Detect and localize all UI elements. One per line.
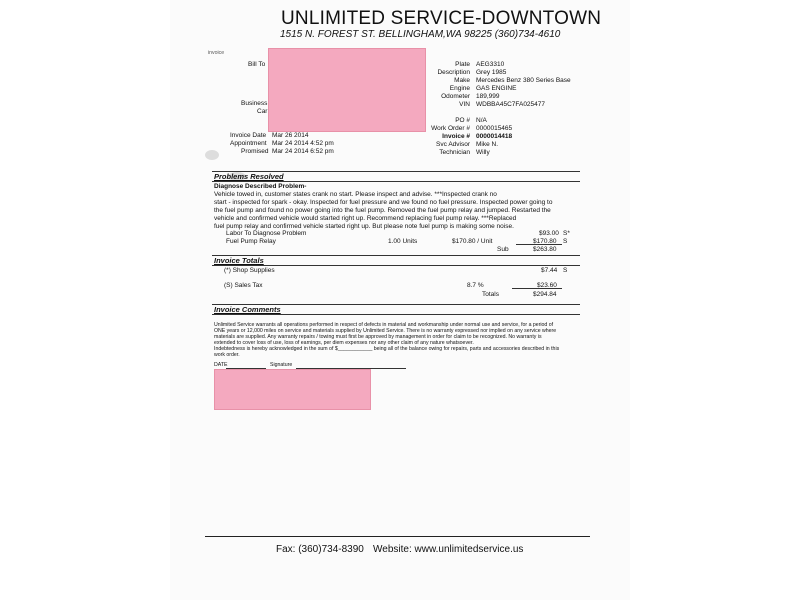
warranty-line: Unlimited Service warrants all operations performed in respect of defects in material and workmanship under normal use and service, for a period of [214, 322, 554, 328]
subtotal-rule [516, 244, 562, 245]
comments-heading: Invoice Comments [214, 305, 281, 314]
sales-tax-label: (S) Sales Tax [224, 282, 263, 289]
shop-supplies-flag: S [563, 267, 568, 274]
plate-label: Plate [455, 61, 470, 68]
labor-description: Labor To Diagnose Problem [226, 230, 307, 237]
make-value: Mercedes Benz 380 Series Base [476, 77, 571, 84]
appointment-label: Appointment [230, 140, 267, 147]
invoice-date-label: Invoice Date [230, 132, 267, 139]
part-quantity: 1.00 Units [388, 238, 418, 245]
grand-total-amount: $294.84 [533, 291, 557, 298]
warranty-line: ONE years or 12,000 miles on service and materials supplied by Unlimited Service. There is no warranty expressed nor implied on any service where [214, 328, 557, 334]
shop-supplies-label: (*) Shop Supplies [224, 267, 275, 274]
labor-flag: S* [563, 230, 570, 237]
company-name: UNLIMITED SERVICE-DOWNTOWN [281, 8, 602, 29]
problems-subheading: Diagnose Described Problem- [214, 183, 307, 190]
part-flag: S [563, 238, 568, 245]
grand-total-rule [512, 288, 562, 289]
labor-amount: $93.00 [539, 230, 559, 237]
totals-rule [212, 265, 580, 266]
business-label: Business [241, 100, 268, 107]
invoice-date-value: Mar 26 2014 [272, 132, 309, 139]
problem-line: vehicle and confirmed vehicle would started right up. Recommend replacing fuel pump relay. ***Replaced [214, 215, 517, 222]
advisor-value: Mike N. [476, 141, 499, 148]
odometer-label: Odometer [441, 93, 470, 100]
footer-website: Website: www.unlimitedservice.us [373, 544, 524, 555]
subtotal-label: Sub [497, 246, 509, 253]
warranty-line: Indebtedness is hereby acknowledged in the sum of $____________ being all of the balance owing for repairs, parts and accessories described in this [214, 346, 560, 352]
vin-value: WDBBA45C7FA025477 [476, 101, 546, 108]
problems-rule [212, 181, 580, 182]
corner-mark: invoice [208, 50, 225, 56]
odometer-value: 189,999 [476, 93, 500, 100]
bill-to-label: Bill To [248, 61, 266, 68]
grand-total-label: Totals [482, 291, 499, 298]
invoice-number-label: Invoice # [442, 133, 470, 140]
shop-supplies-amount: $7.44 [541, 267, 558, 274]
signature-label: Signature [270, 362, 293, 368]
technician-label: Technician [439, 149, 470, 156]
sales-tax-rate: 8.7 % [467, 282, 484, 289]
vin-label: VIN [459, 101, 470, 108]
promised-label: Promised [241, 148, 269, 155]
po-value: N/A [476, 117, 487, 124]
footer-fax: Fax: (360)734-8390 [276, 544, 364, 555]
problem-line: fuel pump relay and confirmed vehicle started right up. But please note fuel pump is making some noise. [214, 223, 514, 230]
footer-rule [205, 536, 590, 537]
warranty-line: work order. [214, 352, 240, 358]
work-order-label: Work Order # [431, 125, 470, 132]
appointment-value: Mar 24 2014 4:52 pm [272, 140, 334, 147]
warranty-line: materials are supplied. Any warranty repairs / towing must first be approved by management in order for claim to be recognized. No warranty is [214, 334, 542, 340]
smudge-mark [205, 150, 219, 160]
part-description: Fuel Pump Relay [226, 238, 276, 245]
promised-value: Mar 24 2014 6:52 pm [272, 148, 334, 155]
comments-rule [212, 314, 580, 315]
warranty-line: extended to cover loss of use, loss of earnings, per diem expenses nor any other claim of any nature whatsoever. [214, 340, 474, 346]
engine-value: GAS ENGINE [476, 85, 517, 92]
make-label: Make [454, 77, 470, 84]
sales-tax-amount: $23.60 [537, 282, 557, 289]
po-label: PO # [455, 117, 470, 124]
subtotal-amount: $263.80 [533, 246, 557, 253]
car-label: Car [257, 108, 268, 115]
invoice-number-value: 0000014418 [476, 133, 513, 140]
company-address: 1515 N. FOREST ST. BELLINGHAM,WA 98225 (360)734-4610 [280, 29, 561, 40]
description-label: Description [437, 69, 470, 76]
description-value: Grey 1985 [476, 69, 507, 76]
date-label: DATE [214, 362, 228, 368]
engine-label: Engine [449, 85, 470, 92]
part-amount: $170.80 [533, 238, 557, 245]
advisor-label: Svc Advisor [436, 141, 470, 148]
part-unit-price: $170.80 / Unit [452, 238, 493, 245]
totals-heading: Invoice Totals [214, 256, 264, 265]
problem-line: start - inspected for spark - okay. Inspected for fuel pressure and we found no fuel pressure. Inspected power going to [214, 199, 553, 206]
problems-heading: Problems Resolved [214, 172, 284, 181]
problem-line: Vehicle towed in, customer states crank no start. Please inspect and advise. ***Inspected crank no [214, 191, 497, 198]
signature-redaction [214, 369, 371, 410]
problem-line: the fuel pump and found no power going into the fuel pump. Removed the fuel pump relay and jumped. Restarted the [214, 207, 551, 214]
totals-rule-top [212, 255, 580, 256]
plate-value: AEG3310 [476, 61, 505, 68]
work-order-value: 0000015465 [476, 125, 513, 132]
technician-value: Willy [476, 149, 490, 156]
